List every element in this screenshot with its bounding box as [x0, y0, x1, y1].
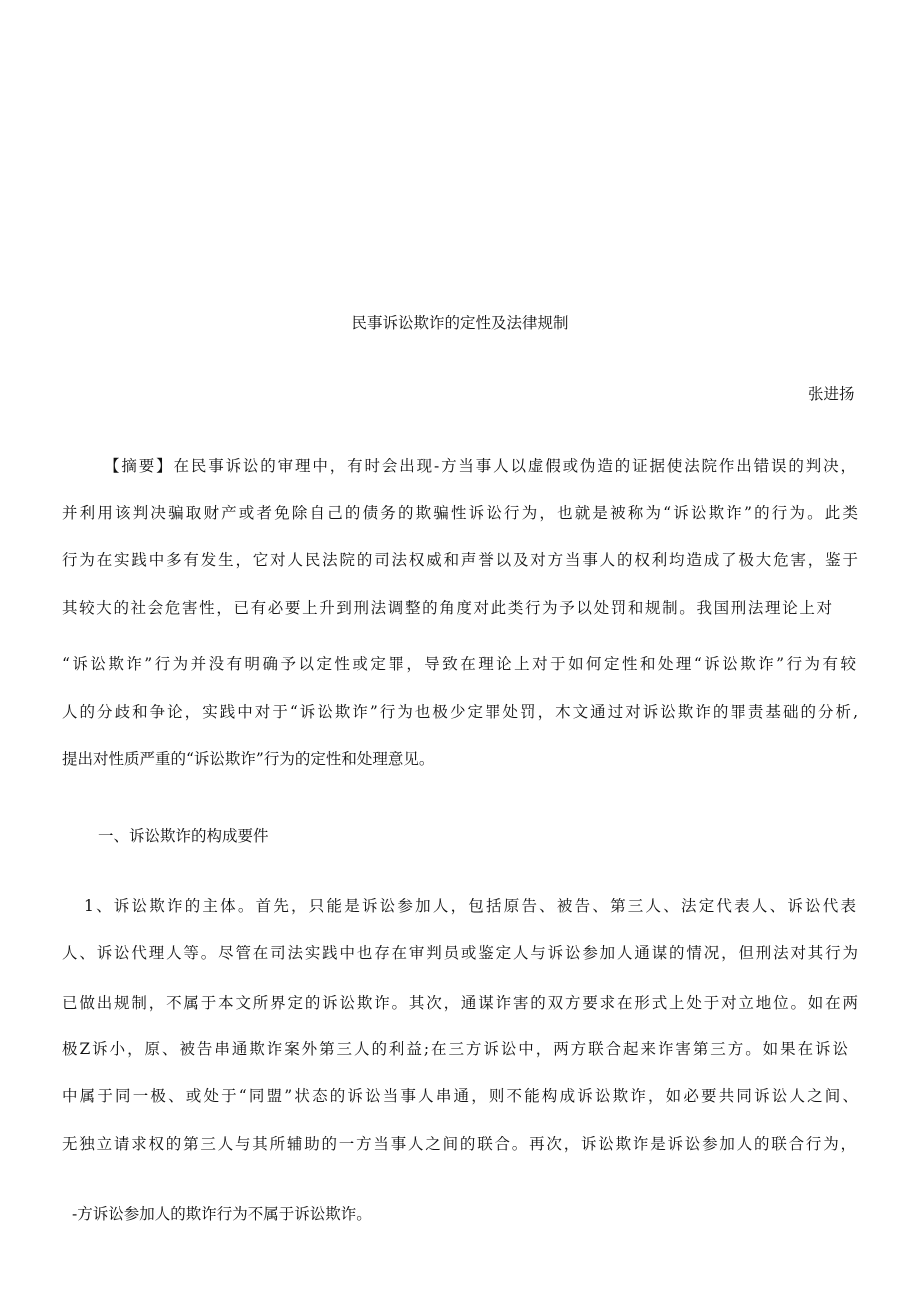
- document-title: 民事诉讼欺诈的定性及法律规制: [351, 314, 569, 332]
- section-heading: 一、诉讼欺诈的构成要件: [98, 827, 269, 845]
- body-line: 中属于同一极、或处于“同盟”状态的诉讼当事人串通，则不能构成诉讼欺诈，如必要共同诉讼人之间、: [62, 1087, 858, 1105]
- abstract-line: 提出对性质严重的“诉讼欺诈”行为的定性和处理意见。: [62, 750, 435, 768]
- body-line: 人、诉讼代理人等。尽管在司法实践中也存在审判员或鉴定人与诉讼参加人通谋的情况，但刑法对其行为: [62, 944, 858, 962]
- abstract-line: 【摘要】在民事诉讼的审理中，有时会出现-方当事人以虚假或伪造的证据使法院作出错误的判决，: [104, 457, 856, 475]
- body-line: 极Z诉小，原、被告串通欺诈案外第三人的利益;在三方诉讼中，两方联合起来诈害第三方。如果在诉讼: [62, 1040, 848, 1058]
- abstract-line: 并利用该判决骗取财产或者免除自己的债务的欺骗性诉讼行为，也就是被称为“诉讼欺诈”的行为。此类: [62, 504, 858, 522]
- body-line: 无独立请求权的第三人与其所辅助的一方当事人之间的联合。再次，诉讼欺诈是诉讼参加人的联合行为，: [62, 1135, 856, 1153]
- body-line: -方诉讼参加人的欺诈行为不属于诉讼欺诈。: [72, 1205, 372, 1223]
- abstract-line: 行为在实践中多有发生，它对人民法院的司法权威和声誉以及对方当事人的权利均造成了极大危害，鉴于: [62, 551, 858, 569]
- author-name: 张进扬: [808, 385, 855, 403]
- abstract-line: 其较大的社会危害性，已有必要上升到刑法调整的角度对此类行为予以处罚和规制。我国刑法理论上对: [62, 599, 832, 617]
- body-line: 已做出规制，不属于本文所界定的诉讼欺诈。其次，通谋诈害的双方要求在形式上处于对立地位。如在两: [62, 994, 858, 1012]
- abstract-line: 人的分歧和争论，实践中对于“诉讼欺诈”行为也极少定罪处罚，木文通过对诉讼欺诈的罪责基础的分析,: [62, 703, 858, 721]
- abstract-line: “诉讼欺诈”行为并没有明确予以定性或定罪，导致在理论上对于如何定性和处理“诉讼欺诈”行为有较: [62, 655, 856, 673]
- body-line: 1、诉讼欺诈的主体。首先，只能是诉讼参加人，包括原告、被告、第三人、法定代表人、诉讼代表: [84, 897, 856, 915]
